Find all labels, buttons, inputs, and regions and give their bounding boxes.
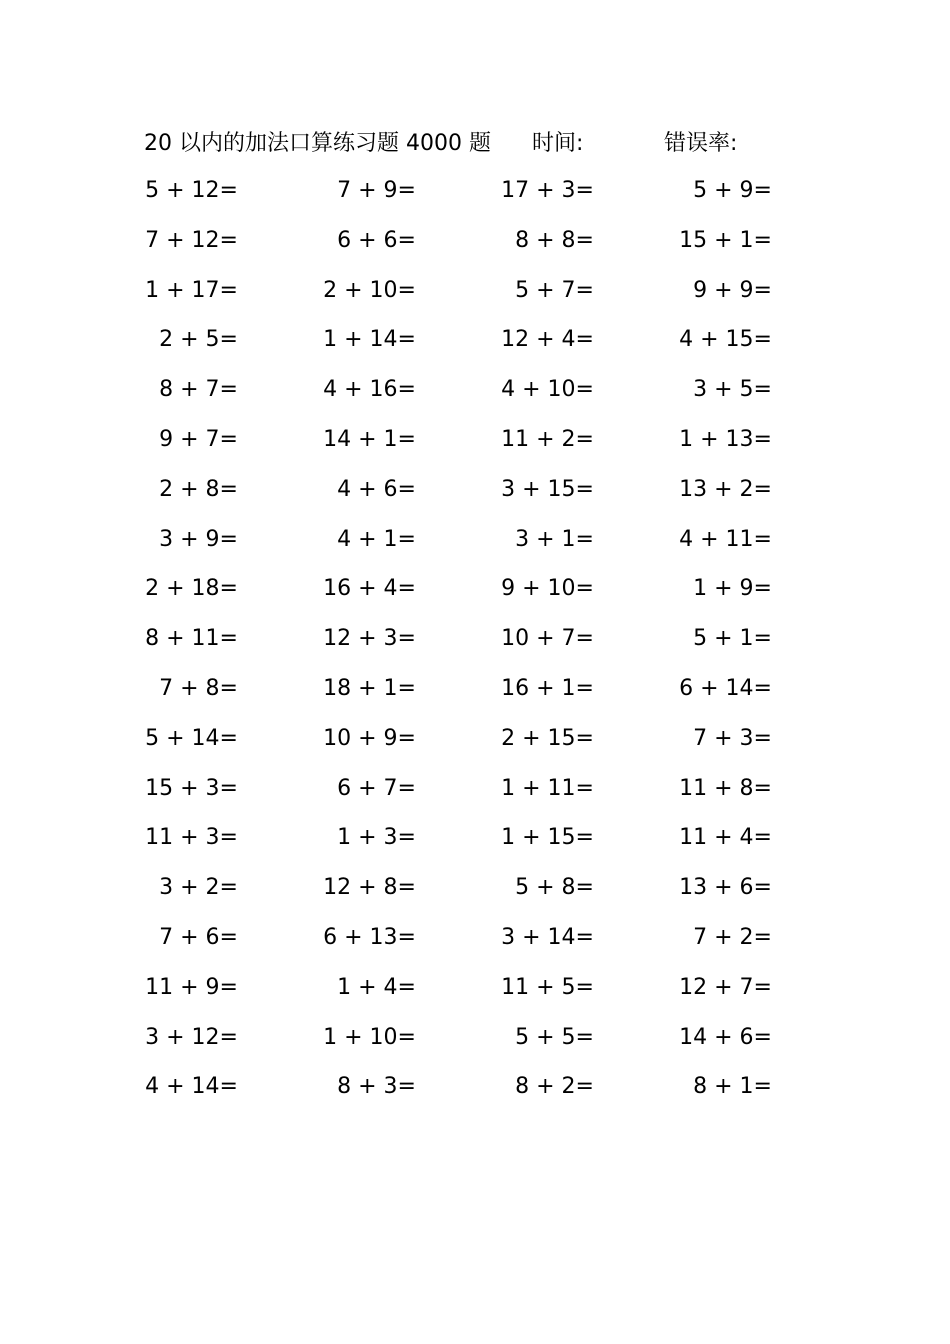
addition-problem: 5 + 14= xyxy=(145,725,238,751)
addition-problem: 3 + 9= xyxy=(159,526,238,552)
addition-problem: 6 + 13= xyxy=(323,924,416,950)
problem-row xyxy=(0,270,950,320)
worksheet-header xyxy=(0,126,950,158)
addition-problem: 18 + 1= xyxy=(323,675,416,701)
addition-problem: 4 + 6= xyxy=(337,476,416,502)
problem-row xyxy=(0,369,950,419)
time-label: 时间: xyxy=(532,131,584,156)
problem-row xyxy=(0,469,950,519)
addition-problem: 2 + 8= xyxy=(159,476,238,502)
addition-problem: 13 + 2= xyxy=(679,476,772,502)
problem-grid xyxy=(0,170,950,1116)
addition-problem: 5 + 8= xyxy=(515,875,594,901)
addition-problem: 3 + 2= xyxy=(159,875,238,901)
addition-problem: 2 + 10= xyxy=(323,277,416,303)
addition-problem: 5 + 7= xyxy=(515,277,594,303)
addition-problem: 1 + 13= xyxy=(679,426,772,452)
addition-problem: 14 + 6= xyxy=(679,1024,772,1050)
addition-problem: 9 + 9= xyxy=(693,277,772,303)
addition-problem: 4 + 11= xyxy=(679,526,772,552)
addition-problem: 7 + 2= xyxy=(693,924,772,950)
addition-problem: 8 + 11= xyxy=(145,626,238,652)
addition-problem: 4 + 1= xyxy=(337,526,416,552)
addition-problem: 1 + 15= xyxy=(501,825,594,851)
addition-problem: 6 + 6= xyxy=(337,227,416,253)
addition-problem: 2 + 5= xyxy=(159,327,238,353)
addition-problem: 12 + 3= xyxy=(323,626,416,652)
addition-problem: 10 + 9= xyxy=(323,725,416,751)
problem-row xyxy=(0,220,950,270)
addition-problem: 10 + 7= xyxy=(501,626,594,652)
addition-problem: 3 + 1= xyxy=(515,526,594,552)
addition-problem: 1 + 9= xyxy=(693,576,772,602)
addition-problem: 3 + 12= xyxy=(145,1024,238,1050)
problem-row xyxy=(0,319,950,369)
addition-problem: 7 + 12= xyxy=(145,227,238,253)
addition-problem: 13 + 6= xyxy=(679,875,772,901)
addition-problem: 2 + 18= xyxy=(145,576,238,602)
addition-problem: 4 + 14= xyxy=(145,1074,238,1100)
addition-problem: 6 + 14= xyxy=(679,675,772,701)
problem-row xyxy=(0,419,950,469)
problem-row xyxy=(0,718,950,768)
addition-problem: 11 + 8= xyxy=(679,775,772,801)
problem-row xyxy=(0,917,950,967)
addition-problem: 8 + 7= xyxy=(159,377,238,403)
addition-problem: 16 + 4= xyxy=(323,576,416,602)
addition-problem: 7 + 6= xyxy=(159,924,238,950)
problem-row xyxy=(0,768,950,818)
problem-row xyxy=(0,568,950,618)
addition-problem: 7 + 9= xyxy=(337,178,416,203)
addition-problem: 1 + 4= xyxy=(337,974,416,1000)
addition-problem: 8 + 3= xyxy=(337,1074,416,1100)
problem-row xyxy=(0,170,950,220)
addition-problem: 3 + 15= xyxy=(501,476,594,502)
worksheet-title: 20 以内的加法口算练习题 4000 题 xyxy=(144,131,491,156)
problem-row xyxy=(0,1017,950,1067)
addition-problem: 1 + 17= xyxy=(145,277,238,303)
addition-problem: 7 + 8= xyxy=(159,675,238,701)
addition-problem: 6 + 7= xyxy=(337,775,416,801)
addition-problem: 3 + 14= xyxy=(501,924,594,950)
addition-problem: 11 + 4= xyxy=(679,825,772,851)
addition-problem: 12 + 4= xyxy=(501,327,594,353)
addition-problem: 11 + 9= xyxy=(145,974,238,1000)
addition-problem: 15 + 1= xyxy=(679,227,772,253)
addition-problem: 8 + 8= xyxy=(515,227,594,253)
problem-row xyxy=(0,817,950,867)
addition-problem: 8 + 1= xyxy=(693,1074,772,1100)
addition-problem: 4 + 16= xyxy=(323,377,416,403)
addition-problem: 17 + 3= xyxy=(501,178,594,203)
addition-problem: 12 + 8= xyxy=(323,875,416,901)
addition-problem: 3 + 5= xyxy=(693,377,772,403)
addition-problem: 9 + 7= xyxy=(159,426,238,452)
addition-problem: 8 + 2= xyxy=(515,1074,594,1100)
addition-problem: 1 + 11= xyxy=(501,775,594,801)
addition-problem: 1 + 14= xyxy=(323,327,416,353)
addition-problem: 4 + 10= xyxy=(501,377,594,403)
error-rate-label: 错误率: xyxy=(664,131,738,156)
addition-problem: 15 + 3= xyxy=(145,775,238,801)
addition-problem: 11 + 2= xyxy=(501,426,594,452)
addition-problem: 4 + 15= xyxy=(679,327,772,353)
addition-problem: 2 + 15= xyxy=(501,725,594,751)
problem-row xyxy=(0,618,950,668)
problem-row xyxy=(0,967,950,1017)
addition-problem: 12 + 7= xyxy=(679,974,772,1000)
problem-row xyxy=(0,867,950,917)
addition-problem: 5 + 12= xyxy=(145,178,238,203)
addition-problem: 14 + 1= xyxy=(323,426,416,452)
addition-problem: 11 + 3= xyxy=(145,825,238,851)
problem-row xyxy=(0,1066,950,1116)
addition-problem: 5 + 9= xyxy=(693,178,772,203)
addition-problem: 5 + 5= xyxy=(515,1024,594,1050)
addition-problem: 11 + 5= xyxy=(501,974,594,1000)
addition-problem: 16 + 1= xyxy=(501,675,594,701)
problem-row xyxy=(0,668,950,718)
addition-problem: 5 + 1= xyxy=(693,626,772,652)
addition-problem: 1 + 3= xyxy=(337,825,416,851)
addition-problem: 1 + 10= xyxy=(323,1024,416,1050)
addition-problem: 9 + 10= xyxy=(501,576,594,602)
problem-row xyxy=(0,519,950,569)
addition-problem: 7 + 3= xyxy=(693,725,772,751)
